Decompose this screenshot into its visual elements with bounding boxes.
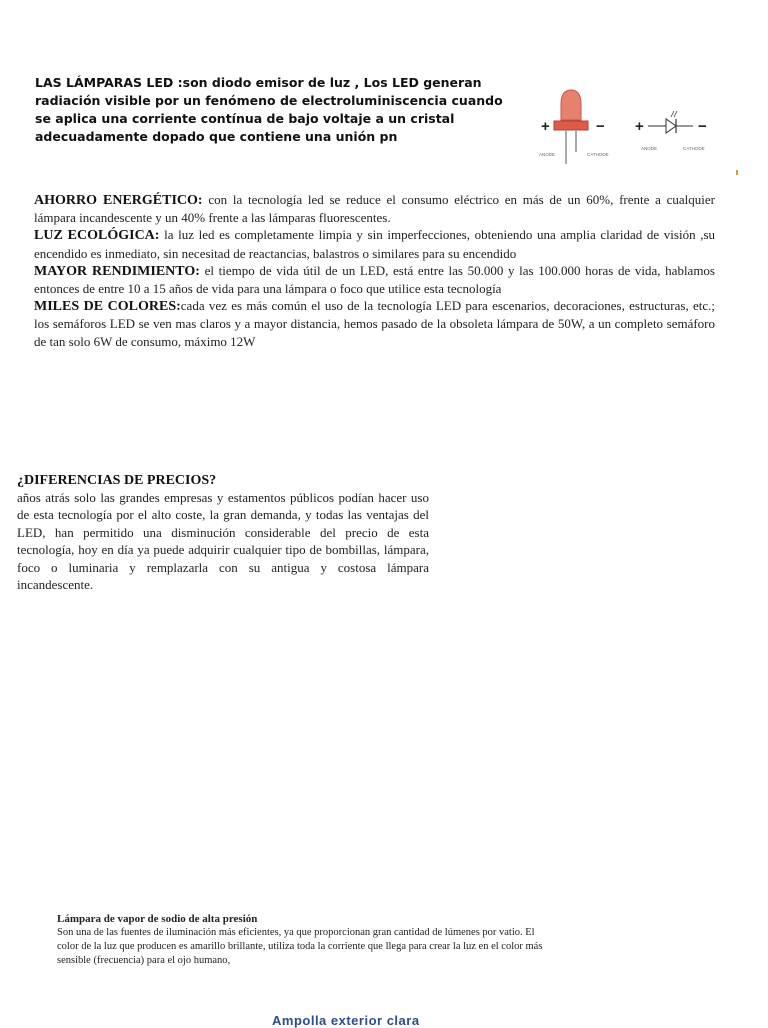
feature-title: MAYOR RENDIMIENTO: (34, 263, 200, 279)
led-anode-label: ANODE (539, 152, 556, 157)
led-dome (561, 90, 581, 120)
feature-text: cada vez es más común el uso de la tecnología LED para escenarios, decoraciones, estructuras, etc.; los semáforos LED se ven mas claros y a mayor distancia, hemos pasado de la obsoleta lámpara de 50W, a un completo semáforo de tan solo 6W de consumo, máximo 12W (34, 298, 715, 349)
sodium-lamp-heading: Lámpara de vapor de sodio de alta presión (57, 913, 258, 925)
feature-title: LUZ ECOLÓGICA: (34, 228, 160, 244)
led-plus-label: + (541, 118, 550, 135)
sodium-lamp-text: Son una de las fuentes de iluminación más eficientes, ya que proporcionan gran cantidad de lúmenes por vatio. El color de la luz que producen es amarillo brillante, utiliza toda la corriente que llega para crear la luz en el color más sensible (frecuencia) para el ojo humano, (57, 927, 543, 966)
feature-paragraph (34, 191, 715, 226)
intro-title: LAS LÁMPARAS LED (35, 75, 174, 90)
symbol-plus-label: + (635, 118, 644, 135)
led-cathode-label: CATHODE (587, 152, 609, 157)
symbol-anode-label: ANODE (641, 146, 658, 151)
prices-section (17, 472, 429, 593)
feature-title: AHORRO ENERGÉTICO: (34, 193, 203, 208)
features-section (34, 191, 715, 350)
symbol-cathode-label: CATHODE (683, 146, 705, 151)
led-component-icon (554, 90, 588, 164)
feature-text: el tiempo de vida útil de un LED, está entre las 50.000 y las 100.000 horas de vida, hablamos entonces de entre 10 a 15 años de vida para una lámpara o foco que utilice esta tecnología (34, 262, 715, 297)
led-diagram-figure (535, 82, 743, 180)
corner-mark (736, 170, 738, 175)
symbol-emission-arrow (674, 111, 677, 117)
symbol-emission-arrow (671, 111, 674, 117)
diode-symbol-icon (648, 111, 693, 133)
intro-paragraph (35, 74, 505, 146)
led-base (554, 121, 588, 130)
feature-paragraph (34, 262, 715, 297)
symbol-minus-label: − (698, 118, 707, 135)
intro-text: :son diodo emisor de luz , Los LED generan radiación visible por un fenómeno de electroluminiscencia cuando se aplica una corriente contínua de bajo voltaje a un cristal adecuadamente dopado que contiene una unión pn (35, 75, 503, 144)
feature-title: MILES DE COLORES: (34, 299, 181, 315)
footer-heading: Ampolla exterior clara (272, 1013, 420, 1028)
feature-text: con la tecnología led se reduce el consumo eléctrico en más de un 60%, frente a cualquier lámpara incandescente y un 40% frente a las lámparas fluorescentes. (34, 192, 716, 226)
sodium-lamp-section (57, 912, 553, 968)
prices-text: años atrás solo las grandes empresas y estamentos públicos podían hacer uso de esta tecnología por el alto coste, la gran demanda, y todas las ventajas del LED, han permitido una disminución considerable del precio de esta tecnología, hoy en día ya puede adquirir cualquier tipo de bombillas, lámpara, foco o luminaria y remplazarla con su antigua y costosa lámpara incandescente. (17, 490, 429, 593)
feature-paragraph (34, 226, 715, 261)
led-minus-label: − (596, 118, 605, 135)
feature-paragraph (34, 297, 715, 350)
prices-heading: ¿DIFERENCIAS DE PRECIOS? (17, 473, 217, 488)
symbol-triangle (666, 119, 676, 133)
feature-text: la luz led es completamente limpia y sin imperfecciones, obteniendo una amplia claridad de visión ,su encendido es inmediato, sin necesitad de reactancias, balastros o similares para su encendido (34, 227, 715, 261)
